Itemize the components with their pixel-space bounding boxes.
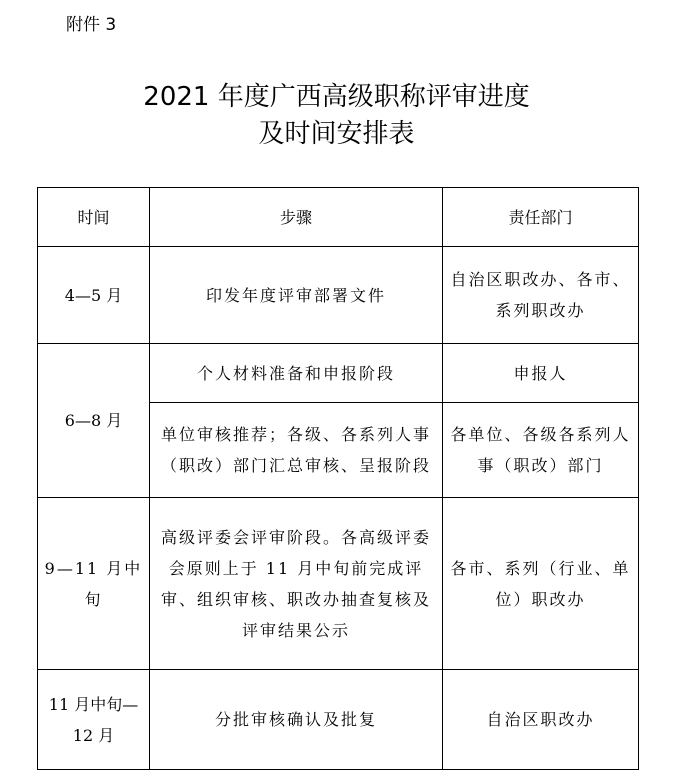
header-steps: 步骤: [150, 188, 443, 247]
row-step: 高级评委会评审阶段。各高级评委会原则上于 11 月中旬前完成评审、组织审核、职改办抽查复核及评审结果公示: [150, 498, 443, 670]
row-dept: 各单位、各级各系列人事（职改）部门: [443, 403, 639, 498]
header-dept: 责任部门: [443, 188, 639, 247]
row-step: 个人材料准备和申报阶段: [150, 344, 443, 403]
row-step: 印发年度评审部署文件: [150, 247, 443, 344]
table-row: [38, 670, 639, 770]
table-header-row: [38, 188, 639, 247]
row-step: 单位审核推荐；各级、各系列人事（职改）部门汇总审核、呈报阶段: [150, 403, 443, 498]
row-dept: 申报人: [443, 344, 639, 403]
table-row: [38, 498, 639, 670]
schedule-table: [37, 187, 639, 770]
row-dept: 自治区职改办、各市、系列职改办: [443, 247, 639, 344]
page-subtitle: 及时间安排表: [258, 119, 415, 149]
row-time: 6—8 月: [38, 344, 150, 498]
row-time: 4—5 月: [38, 247, 150, 344]
row-time: 9—11 月中旬: [38, 498, 150, 670]
table-row: [38, 344, 639, 403]
page-title: 2021 年度广西高级职称评审进度: [143, 82, 530, 112]
attachment-label: 附件 3: [66, 15, 117, 35]
table-row: [38, 247, 639, 344]
header-time: 时间: [38, 188, 150, 247]
row-time: 11 月中旬—12 月: [38, 670, 150, 770]
row-step: 分批审核确认及批复: [150, 670, 443, 770]
row-dept: 自治区职改办: [443, 670, 639, 770]
row-dept: 各市、系列（行业、单位）职改办: [443, 498, 639, 670]
